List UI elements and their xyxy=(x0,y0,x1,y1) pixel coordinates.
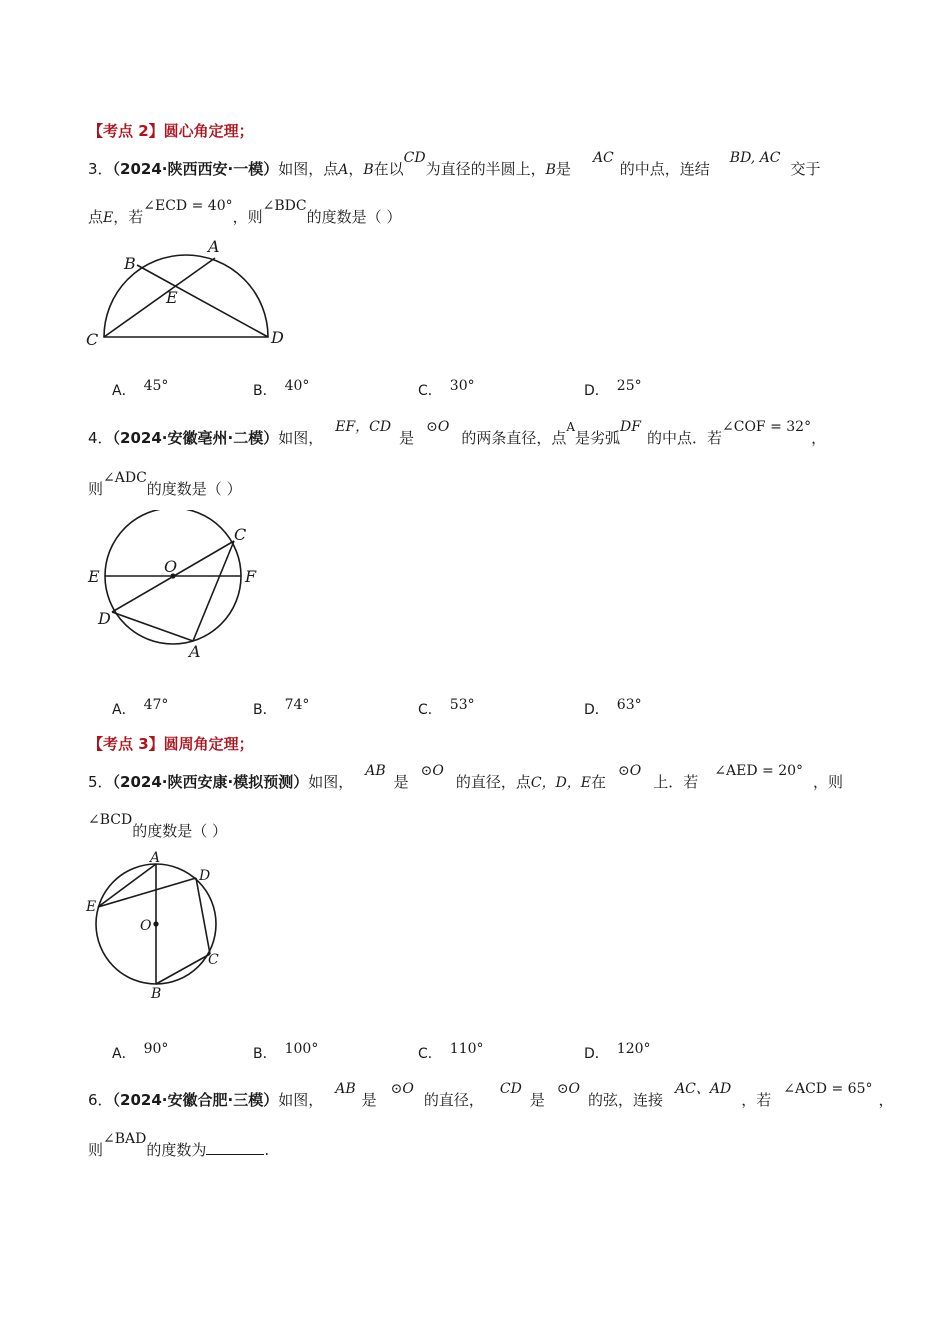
question-6-line-2: 则∠BAD的度数为 . xyxy=(88,1131,270,1159)
question-source: （2024·陕西西安·一模） xyxy=(112,160,279,178)
question-number: 5． xyxy=(88,773,113,791)
label-d: D xyxy=(98,609,111,628)
condition: ∠COF = 32° xyxy=(722,419,812,435)
question-3-line-1: 3．（2024·陕西西安·一模）如图，点A，B在以CD为直径的半圆上，B是AC的中点，连结BD, AC交于 xyxy=(88,150,821,178)
q5-option-a[interactable]: A． 90° xyxy=(112,1041,169,1062)
question-5-line-1: 5．（2024·陕西安康·模拟预测）如图，AB是⊙O的直径，点C，D，E在⊙O上．若∠AED = 20°，则 xyxy=(88,763,844,791)
target-angle: ∠BDC xyxy=(262,198,307,214)
question-source: （2024·陕西安康·模拟预测） xyxy=(112,773,309,791)
label-c: C xyxy=(208,952,219,968)
question-number: 6． xyxy=(88,1091,113,1109)
label-o: O xyxy=(164,557,178,576)
label-a: A xyxy=(150,850,161,866)
question-4-line-1: 4．（2024·安徽亳州·二模）如图，EF，CD是⊙O的两条直径，点$^A$是劣弧DF的中点．若∠COF = 32°， xyxy=(88,419,827,447)
arc-ac: AC xyxy=(592,150,614,166)
target-angle: ∠BAD xyxy=(103,1131,147,1147)
label-d: D xyxy=(199,868,211,884)
question-number: 3． xyxy=(88,160,113,178)
question-source: （2024·安徽合肥·三模） xyxy=(112,1091,279,1109)
q4-option-d[interactable]: D． 63° xyxy=(584,697,642,718)
figure-semicircle xyxy=(80,232,300,352)
label-e: E xyxy=(86,899,97,915)
label-b: B xyxy=(151,986,162,1002)
q3-option-c[interactable]: C． 30° xyxy=(418,378,475,399)
label-b: B xyxy=(124,254,136,273)
section-heading-2: 【考点 2】圆心角定理； xyxy=(88,122,254,140)
answer-blank[interactable] xyxy=(206,1140,264,1155)
label-f: F xyxy=(245,567,257,586)
condition: ∠AED = 20° xyxy=(714,763,804,779)
arc-df: DF xyxy=(620,419,641,435)
label-c: C xyxy=(234,525,247,544)
q3-option-b[interactable]: B． 40° xyxy=(253,378,310,399)
label-e: E xyxy=(166,288,178,307)
question-number: 4． xyxy=(88,429,113,447)
figure-circle-q5 xyxy=(82,848,232,1003)
question-5-line-2: ∠BCD的度数是（ ） xyxy=(88,812,227,840)
label-d: D xyxy=(271,328,284,347)
question-3-line-2: 点E，若∠ECD = 40°，则∠BDC的度数是（ ） xyxy=(88,198,402,226)
q4-option-b[interactable]: B． 74° xyxy=(253,697,310,718)
math-cd: CD xyxy=(403,150,426,166)
label-e: E xyxy=(88,567,100,586)
q3-option-a[interactable]: A． 45° xyxy=(112,378,169,399)
target-angle: ∠BCD xyxy=(88,812,133,828)
label-a: A xyxy=(208,237,220,256)
q3-option-d[interactable]: D． 25° xyxy=(584,378,642,399)
label-o: O xyxy=(140,918,152,934)
math-bd-ac: BD, AC xyxy=(729,150,781,166)
q5-option-d[interactable]: D． 120° xyxy=(584,1041,651,1062)
label-c: C xyxy=(86,330,99,349)
q4-option-a[interactable]: A． 47° xyxy=(112,697,169,718)
q5-option-c[interactable]: C． 110° xyxy=(418,1041,484,1062)
q5-option-b[interactable]: B． 100° xyxy=(253,1041,319,1062)
section-heading-3: 【考点 3】圆周角定理； xyxy=(88,735,254,753)
question-6-line-1: 6．（2024·安徽合肥·三模）如图，AB是⊙O的直径，CD是⊙O的弦，连接AC、AD，若∠ACD = 65°， xyxy=(88,1081,894,1109)
q4-option-c[interactable]: C． 53° xyxy=(418,697,475,718)
condition: ∠ACD = 65° xyxy=(783,1081,873,1097)
label-a: A xyxy=(189,642,201,661)
question-4-line-2: 则∠ADC的度数是（ ） xyxy=(88,470,242,498)
figure-circle-q4 xyxy=(82,510,272,665)
target-angle: ∠ADC xyxy=(103,470,147,486)
question-source: （2024·安徽亳州·二模） xyxy=(112,429,279,447)
condition: ∠ECD = 40° xyxy=(143,198,233,214)
